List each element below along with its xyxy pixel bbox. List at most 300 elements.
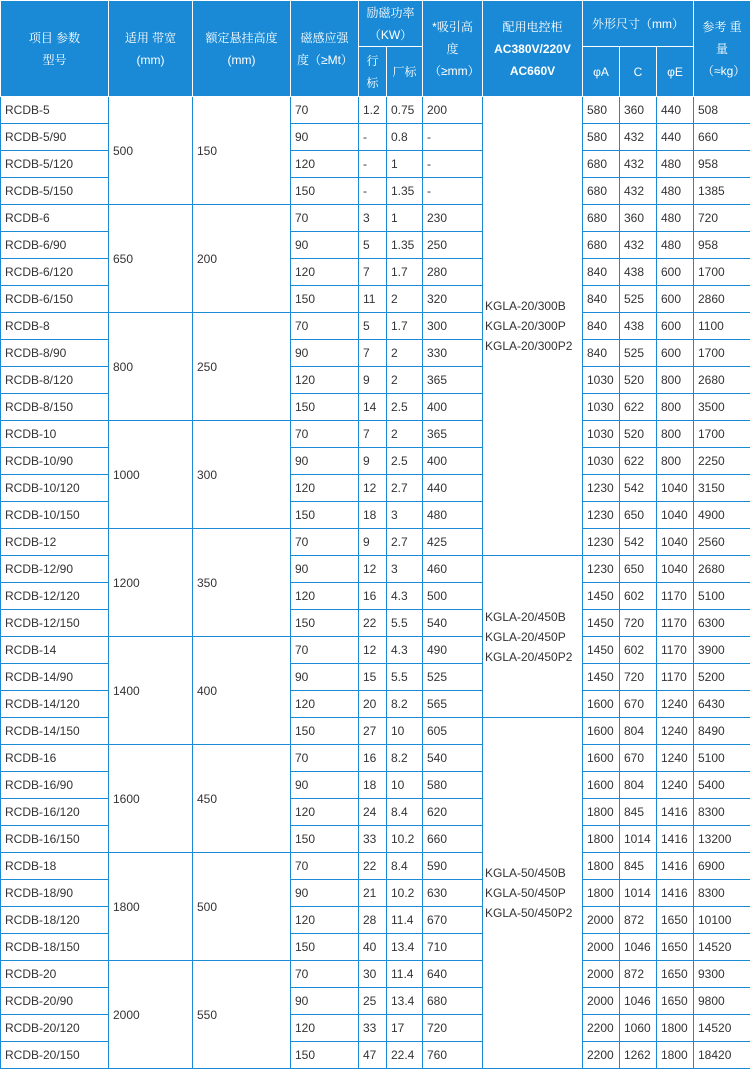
suction-cell: 640 (423, 961, 483, 988)
power-xing-cell: 15 (359, 664, 387, 691)
dim-e-cell: 1240 (657, 718, 694, 745)
suction-cell: 365 (423, 421, 483, 448)
model-cell: RCDB-6/90 (1, 232, 109, 259)
induction-cell: 120 (291, 259, 359, 286)
dim-e-cell: 1240 (657, 772, 694, 799)
control-model: KGLA-50/450B (485, 866, 566, 880)
power-xing-cell: 20 (359, 691, 387, 718)
dim-c-cell: 845 (620, 853, 657, 880)
dim-c-cell: 602 (620, 637, 657, 664)
power-xing-cell: 28 (359, 907, 387, 934)
dim-a-cell: 1450 (583, 637, 620, 664)
induction-cell: 90 (291, 664, 359, 691)
suction-cell: 565 (423, 691, 483, 718)
weight-cell: 1100 (694, 313, 750, 340)
model-cell: RCDB-16/120 (1, 799, 109, 826)
suction-cell: 250 (423, 232, 483, 259)
dim-a-cell: 2000 (583, 934, 620, 961)
dim-e-cell: 600 (657, 259, 694, 286)
dim-e-cell: 1650 (657, 907, 694, 934)
dim-c-cell: 720 (620, 664, 657, 691)
dim-a-cell: 1800 (583, 853, 620, 880)
power-chang-cell: 0.75 (387, 97, 423, 124)
dim-a-cell: 1800 (583, 799, 620, 826)
hang-height-cell: 300 (193, 421, 291, 529)
power-chang-cell: 10.2 (387, 880, 423, 907)
model-cell: RCDB-12/150 (1, 610, 109, 637)
dim-c-cell: 1014 (620, 880, 657, 907)
model-cell: RCDB-8 (1, 313, 109, 340)
power-chang-cell: 11.4 (387, 961, 423, 988)
power-xing-cell: 5 (359, 232, 387, 259)
suction-cell: 365 (423, 367, 483, 394)
induction-cell: 90 (291, 448, 359, 475)
control-model: KGLA-50/450P2 (485, 906, 573, 920)
control-model: KGLA-20/300P2 (485, 339, 573, 353)
power-chang-cell: 13.4 (387, 934, 423, 961)
weight-cell: 1700 (694, 421, 750, 448)
weight-cell: 2860 (694, 286, 750, 313)
belt-width-cell: 1600 (109, 745, 193, 853)
model-cell: RCDB-6/120 (1, 259, 109, 286)
dim-c-cell: 1014 (620, 826, 657, 853)
hang-height-cell: 500 (193, 853, 291, 961)
dim-a-cell: 2200 (583, 1042, 620, 1069)
dim-a-cell: 680 (583, 205, 620, 232)
dim-a-cell: 1030 (583, 421, 620, 448)
suction-cell: 400 (423, 394, 483, 421)
weight-cell: 9800 (694, 988, 750, 1015)
model-cell: RCDB-14/120 (1, 691, 109, 718)
power-xing-cell: 9 (359, 529, 387, 556)
model-cell: RCDB-20/90 (1, 988, 109, 1015)
power-chang-cell: 8.2 (387, 745, 423, 772)
induction-cell: 150 (291, 178, 359, 205)
table-row (1, 961, 750, 988)
belt-width-cell: 800 (109, 313, 193, 421)
power-xing-cell: 33 (359, 1015, 387, 1042)
induction-cell: 70 (291, 205, 359, 232)
weight-cell: 5100 (694, 745, 750, 772)
suction-cell: - (423, 178, 483, 205)
dim-a-cell: 1230 (583, 475, 620, 502)
weight-cell: 3150 (694, 475, 750, 502)
suction-cell: - (423, 151, 483, 178)
dim-c-cell: 602 (620, 583, 657, 610)
dim-a-cell: 840 (583, 340, 620, 367)
dim-c-cell: 650 (620, 556, 657, 583)
control-model: KGLA-50/450P (485, 886, 566, 900)
power-xing-cell: 16 (359, 583, 387, 610)
dim-c-cell: 520 (620, 367, 657, 394)
weight-cell: 8300 (694, 880, 750, 907)
dim-a-cell: 680 (583, 178, 620, 205)
table-row (1, 853, 750, 880)
dim-c-cell: 438 (620, 259, 657, 286)
dim-a-cell: 1450 (583, 664, 620, 691)
power-chang-cell: 2 (387, 340, 423, 367)
power-xing-cell: 24 (359, 799, 387, 826)
model-cell: RCDB-12/120 (1, 583, 109, 610)
power-xing-cell: 22 (359, 853, 387, 880)
weight-cell: 13200 (694, 826, 750, 853)
power-xing-cell: 16 (359, 745, 387, 772)
power-chang-cell: 1 (387, 205, 423, 232)
power-chang-cell: 1.7 (387, 313, 423, 340)
model-cell: RCDB-10/120 (1, 475, 109, 502)
dim-c-cell: 1262 (620, 1042, 657, 1069)
induction-cell: 90 (291, 556, 359, 583)
dim-a-cell: 1230 (583, 529, 620, 556)
suction-cell: 300 (423, 313, 483, 340)
dim-c-cell: 650 (620, 502, 657, 529)
suction-cell: 590 (423, 853, 483, 880)
power-xing-cell: 3 (359, 205, 387, 232)
model-cell: RCDB-14/150 (1, 718, 109, 745)
dim-c-cell: 360 (620, 205, 657, 232)
header-dim-a: φA (583, 47, 620, 97)
power-chang-cell: 3 (387, 556, 423, 583)
weight-cell: 10100 (694, 907, 750, 934)
control-cabinet-cell (483, 97, 583, 556)
power-xing-cell: - (359, 151, 387, 178)
belt-width-cell: 650 (109, 205, 193, 313)
power-chang-cell: 1 (387, 151, 423, 178)
table-row (1, 421, 750, 448)
dim-e-cell: 600 (657, 313, 694, 340)
power-xing-cell: 12 (359, 475, 387, 502)
dim-e-cell: 480 (657, 205, 694, 232)
model-cell: RCDB-20/120 (1, 1015, 109, 1042)
power-xing-cell: 30 (359, 961, 387, 988)
hang-height-cell: 550 (193, 961, 291, 1069)
hang-height-cell: 400 (193, 637, 291, 745)
dim-a-cell: 1030 (583, 367, 620, 394)
dim-e-cell: 1170 (657, 637, 694, 664)
dim-e-cell: 800 (657, 394, 694, 421)
power-xing-cell: 27 (359, 718, 387, 745)
power-xing-cell: 18 (359, 772, 387, 799)
dim-a-cell: 2200 (583, 1015, 620, 1042)
control-model: KGLA-20/450P2 (485, 649, 573, 664)
induction-cell: 120 (291, 151, 359, 178)
model-cell: RCDB-18/150 (1, 934, 109, 961)
suction-cell: 605 (423, 718, 483, 745)
dim-c-cell: 360 (620, 97, 657, 124)
dim-e-cell: 1170 (657, 610, 694, 637)
control-model: KGLA-20/300P (485, 319, 566, 333)
table-row (1, 313, 750, 340)
belt-width-cell: 1200 (109, 529, 193, 637)
induction-cell: 120 (291, 583, 359, 610)
dim-a-cell: 1600 (583, 745, 620, 772)
dim-a-cell: 1600 (583, 718, 620, 745)
dim-a-cell: 1600 (583, 772, 620, 799)
weight-cell: 2680 (694, 556, 750, 583)
suction-cell: 440 (423, 475, 483, 502)
header-power: 励磁功率（KW） (359, 1, 423, 47)
induction-cell: 120 (291, 1015, 359, 1042)
weight-cell: 5100 (694, 583, 750, 610)
dim-c-cell: 622 (620, 394, 657, 421)
dim-e-cell: 1040 (657, 502, 694, 529)
induction-cell: 90 (291, 772, 359, 799)
hang-height-cell: 200 (193, 205, 291, 313)
dim-e-cell: 600 (657, 286, 694, 313)
dim-a-cell: 2000 (583, 961, 620, 988)
dim-e-cell: 800 (657, 367, 694, 394)
dim-c-cell: 845 (620, 799, 657, 826)
weight-cell: 720 (694, 205, 750, 232)
dim-e-cell: 800 (657, 421, 694, 448)
weight-cell: 508 (694, 97, 750, 124)
power-xing-cell: 11 (359, 286, 387, 313)
model-cell: RCDB-5 (1, 97, 109, 124)
dim-c-cell: 720 (620, 610, 657, 637)
induction-cell: 70 (291, 745, 359, 772)
power-chang-cell: 2.7 (387, 475, 423, 502)
table-row (1, 529, 750, 556)
header-dims: 外形尺寸（mm） (583, 1, 694, 47)
header-dim-e: φE (657, 47, 694, 97)
control-cabinet-cell (483, 556, 583, 718)
suction-cell: 320 (423, 286, 483, 313)
weight-cell: 660 (694, 124, 750, 151)
weight-cell: 6900 (694, 853, 750, 880)
induction-cell: 150 (291, 1042, 359, 1069)
header-power-chang: 厂标 (387, 47, 423, 97)
suction-cell: 670 (423, 907, 483, 934)
dim-c-cell: 872 (620, 961, 657, 988)
model-cell: RCDB-6/150 (1, 286, 109, 313)
weight-cell: 1700 (694, 340, 750, 367)
dim-e-cell: 1240 (657, 745, 694, 772)
suction-cell: 680 (423, 988, 483, 1015)
dim-a-cell: 1030 (583, 394, 620, 421)
power-xing-cell: 21 (359, 880, 387, 907)
dim-e-cell: 440 (657, 97, 694, 124)
dim-e-cell: 1650 (657, 961, 694, 988)
dim-e-cell: 1416 (657, 799, 694, 826)
dim-c-cell: 804 (620, 772, 657, 799)
induction-cell: 90 (291, 988, 359, 1015)
table-row (1, 745, 750, 772)
table-row (1, 637, 750, 664)
suction-cell: 330 (423, 340, 483, 367)
power-chang-cell: 1.7 (387, 259, 423, 286)
table-header (1, 1, 750, 97)
weight-cell: 2250 (694, 448, 750, 475)
weight-cell: 958 (694, 151, 750, 178)
induction-cell: 90 (291, 232, 359, 259)
dim-e-cell: 1416 (657, 826, 694, 853)
power-chang-cell: 8.4 (387, 799, 423, 826)
power-xing-cell: 12 (359, 637, 387, 664)
model-cell: RCDB-8/120 (1, 367, 109, 394)
suction-cell: - (423, 124, 483, 151)
model-cell: RCDB-5/150 (1, 178, 109, 205)
weight-cell: 8300 (694, 799, 750, 826)
dim-c-cell: 432 (620, 232, 657, 259)
power-chang-cell: 3 (387, 502, 423, 529)
dim-c-cell: 1046 (620, 988, 657, 1015)
dim-e-cell: 800 (657, 448, 694, 475)
suction-cell: 490 (423, 637, 483, 664)
model-cell: RCDB-8/150 (1, 394, 109, 421)
power-chang-cell: 0.8 (387, 124, 423, 151)
power-xing-cell: 7 (359, 421, 387, 448)
weight-cell: 5200 (694, 664, 750, 691)
header-suction: *吸引高度（≥mm） (423, 1, 483, 97)
table-row (1, 97, 750, 124)
power-chang-cell: 1.35 (387, 178, 423, 205)
hang-height-cell: 150 (193, 97, 291, 205)
belt-width-cell: 1800 (109, 853, 193, 961)
induction-cell: 150 (291, 394, 359, 421)
induction-cell: 150 (291, 718, 359, 745)
header-induction: 磁感应强度（≥Mt） (291, 1, 359, 97)
power-chang-cell: 2 (387, 421, 423, 448)
induction-cell: 70 (291, 961, 359, 988)
dim-a-cell: 1230 (583, 556, 620, 583)
dim-c-cell: 525 (620, 286, 657, 313)
dim-c-cell: 438 (620, 313, 657, 340)
power-xing-cell: 25 (359, 988, 387, 1015)
power-xing-cell: 40 (359, 934, 387, 961)
header-model-label: 型号 (42, 52, 67, 67)
dim-e-cell: 480 (657, 178, 694, 205)
model-cell: RCDB-10 (1, 421, 109, 448)
dim-e-cell: 1240 (657, 691, 694, 718)
header-belt-width: 适用 带宽 (mm) (109, 1, 193, 97)
suction-cell: 720 (423, 1015, 483, 1042)
power-chang-cell: 2.5 (387, 394, 423, 421)
model-cell: RCDB-16 (1, 745, 109, 772)
power-chang-cell: 5.5 (387, 664, 423, 691)
model-cell: RCDB-14/90 (1, 664, 109, 691)
induction-cell: 150 (291, 934, 359, 961)
power-xing-cell: 5 (359, 313, 387, 340)
model-cell: RCDB-14 (1, 637, 109, 664)
model-cell: RCDB-10/150 (1, 502, 109, 529)
weight-cell: 3900 (694, 637, 750, 664)
dim-a-cell: 840 (583, 259, 620, 286)
suction-cell: 400 (423, 448, 483, 475)
table-row (1, 205, 750, 232)
dim-a-cell: 1230 (583, 502, 620, 529)
header-item-param: 项目 参数 (28, 30, 81, 45)
power-chang-cell: 13.4 (387, 988, 423, 1015)
suction-cell: 425 (423, 529, 483, 556)
weight-cell: 9300 (694, 961, 750, 988)
dim-e-cell: 1170 (657, 583, 694, 610)
dim-e-cell: 1650 (657, 934, 694, 961)
model-cell: RCDB-18 (1, 853, 109, 880)
induction-cell: 150 (291, 286, 359, 313)
induction-cell: 70 (291, 97, 359, 124)
dim-e-cell: 480 (657, 151, 694, 178)
control-model: KGLA-20/300B (485, 299, 566, 313)
power-chang-cell: 2 (387, 286, 423, 313)
induction-cell: 90 (291, 880, 359, 907)
induction-cell: 70 (291, 637, 359, 664)
dim-c-cell: 1046 (620, 934, 657, 961)
weight-cell: 3500 (694, 394, 750, 421)
dim-c-cell: 804 (620, 718, 657, 745)
induction-cell: 70 (291, 421, 359, 448)
power-xing-cell: 9 (359, 448, 387, 475)
control-model: KGLA-20/450B (485, 609, 566, 624)
power-xing-cell: 7 (359, 259, 387, 286)
induction-cell: 150 (291, 610, 359, 637)
suction-cell: 500 (423, 583, 483, 610)
control-model: KGLA-20/450P (485, 629, 566, 644)
dim-c-cell: 670 (620, 691, 657, 718)
power-chang-cell: 8.4 (387, 853, 423, 880)
dim-a-cell: 840 (583, 313, 620, 340)
dim-e-cell: 1800 (657, 1015, 694, 1042)
belt-width-cell: 1400 (109, 637, 193, 745)
model-cell: RCDB-16/150 (1, 826, 109, 853)
weight-cell: 958 (694, 232, 750, 259)
power-chang-cell: 10.2 (387, 826, 423, 853)
power-xing-cell: 22 (359, 610, 387, 637)
dim-e-cell: 600 (657, 340, 694, 367)
model-cell: RCDB-20/150 (1, 1042, 109, 1069)
induction-cell: 120 (291, 799, 359, 826)
suction-cell: 460 (423, 556, 483, 583)
header-weight: 参考 重量（≈kg） (694, 1, 750, 97)
induction-cell: 70 (291, 853, 359, 880)
dim-c-cell: 1060 (620, 1015, 657, 1042)
power-chang-cell: 22.4 (387, 1042, 423, 1069)
induction-cell: 120 (291, 907, 359, 934)
power-chang-cell: 4.3 (387, 637, 423, 664)
dim-c-cell: 520 (620, 421, 657, 448)
suction-cell: 660 (423, 826, 483, 853)
suction-cell: 710 (423, 934, 483, 961)
dim-a-cell: 1450 (583, 583, 620, 610)
header-power-xing: 行标 (359, 47, 387, 97)
model-cell: RCDB-16/90 (1, 772, 109, 799)
model-cell: RCDB-8/90 (1, 340, 109, 367)
power-chang-cell: 2.5 (387, 448, 423, 475)
weight-cell: 8490 (694, 718, 750, 745)
induction-cell: 120 (291, 691, 359, 718)
model-cell: RCDB-5/120 (1, 151, 109, 178)
dim-c-cell: 622 (620, 448, 657, 475)
power-xing-cell: 33 (359, 826, 387, 853)
weight-cell: 4900 (694, 502, 750, 529)
model-cell: RCDB-18/90 (1, 880, 109, 907)
dim-a-cell: 1800 (583, 826, 620, 853)
weight-cell: 2680 (694, 367, 750, 394)
dim-e-cell: 1416 (657, 853, 694, 880)
belt-width-cell: 2000 (109, 961, 193, 1069)
power-xing-cell: 47 (359, 1042, 387, 1069)
induction-cell: 120 (291, 367, 359, 394)
dim-e-cell: 1040 (657, 556, 694, 583)
suction-cell: 540 (423, 745, 483, 772)
weight-cell: 1385 (694, 178, 750, 205)
induction-cell: 90 (291, 124, 359, 151)
suction-cell: 760 (423, 1042, 483, 1069)
suction-cell: 580 (423, 772, 483, 799)
induction-cell: 150 (291, 502, 359, 529)
dim-e-cell: 1416 (657, 880, 694, 907)
power-xing-cell: 1.2 (359, 97, 387, 124)
dim-c-cell: 525 (620, 340, 657, 367)
